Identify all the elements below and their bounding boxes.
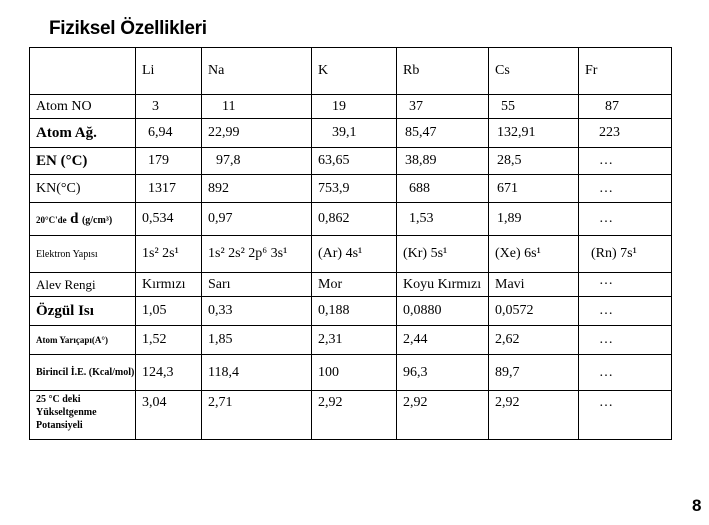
table-cell: 1,52 [136, 326, 202, 355]
table-cell: 671 [489, 175, 579, 203]
table-cell: 11 [202, 95, 312, 119]
table-cell: … [579, 391, 672, 440]
table-row-melting-point [30, 148, 672, 175]
row-label: Özgül Isı [30, 297, 136, 326]
table-cell: 100 [312, 355, 397, 391]
table-cell: 1s² 2s² 2p⁶ 3s¹ [202, 236, 312, 273]
row-label: Atom Yarıçapı(A°) [30, 326, 136, 355]
table-row-density [30, 203, 672, 236]
table-cell: 223 [579, 119, 672, 148]
table-cell: 2,44 [397, 326, 489, 355]
table-cell: 2,92 [397, 391, 489, 440]
table-cell: 753,9 [312, 175, 397, 203]
table-cell: Mor [312, 273, 397, 297]
table-cell: 63,65 [312, 148, 397, 175]
table-cell: 96,3 [397, 355, 489, 391]
table-cell: 0,97 [202, 203, 312, 236]
table-cell: … [579, 203, 672, 236]
table-cell: 38,89 [397, 148, 489, 175]
page-number: 8 [692, 496, 702, 515]
table-cell: 0,862 [312, 203, 397, 236]
row-label: 25 °C deki Yükseltgenme Potansiyeli [30, 391, 136, 440]
table-row-electron-config [30, 236, 672, 273]
table-cell: 2,62 [489, 326, 579, 355]
properties-table [29, 47, 672, 440]
row-label: KN(°C) [30, 175, 136, 203]
row-label-prefix: 20°C'de [36, 214, 67, 225]
table-cell: 3 [136, 95, 202, 119]
element-header-rb: Rb [397, 48, 489, 95]
table-cell: (Kr) 5s¹ [397, 236, 489, 273]
table-cell: 2,92 [489, 391, 579, 440]
table-cell: 118,4 [202, 355, 312, 391]
corner-cell [30, 48, 136, 95]
table-cell: 6,94 [136, 119, 202, 148]
table-cell: 87 [579, 95, 672, 119]
table-cell: … [579, 297, 672, 326]
table-cell: Sarı [202, 273, 312, 297]
table-cell: 892 [202, 175, 312, 203]
table-cell: 1,85 [202, 326, 312, 355]
table-cell: 0,534 [136, 203, 202, 236]
row-label: EN (°C) [30, 148, 136, 175]
table-row-specific-heat [30, 297, 672, 326]
table-cell: … [579, 175, 672, 203]
table-cell: 97,8 [202, 148, 312, 175]
table-cell: … [579, 148, 672, 175]
table-row-boiling-point [30, 175, 672, 203]
row-label: Birincil İ.E. (Kcal/mol) [30, 355, 136, 391]
table-cell: 19 [312, 95, 397, 119]
table-cell: 0,0572 [489, 297, 579, 326]
element-header-na: Na [202, 48, 312, 95]
table-cell: (Ar) 4s¹ [312, 236, 397, 273]
table-row-atomic-radius [30, 326, 672, 355]
table-cell: Mavi [489, 273, 579, 297]
table-row-oxidation-potential [30, 391, 672, 440]
row-label: Atom Ağ. [30, 119, 136, 148]
element-header-cs: Cs [489, 48, 579, 95]
table-cell: 39,1 [312, 119, 397, 148]
table-cell: 688 [397, 175, 489, 203]
table-row-atom-no [30, 95, 672, 119]
table-cell: (Xe) 6s¹ [489, 236, 579, 273]
row-label-unit: (g/cm³) [81, 214, 113, 226]
table-cell: 1317 [136, 175, 202, 203]
table-cell: 85,47 [397, 119, 489, 148]
table-cell: … [579, 273, 672, 297]
table-cell: 0,188 [312, 297, 397, 326]
table-row-ionization-energy [30, 355, 672, 391]
row-label: Elektron Yapısı [30, 236, 136, 273]
table-cell: 28,5 [489, 148, 579, 175]
table-cell: 1,05 [136, 297, 202, 326]
table-cell: 2,92 [312, 391, 397, 440]
table-cell: 1,89 [489, 203, 579, 236]
table-cell: 55 [489, 95, 579, 119]
table-cell: Kırmızı [136, 273, 202, 297]
element-header-k: K [312, 48, 397, 95]
table-cell: 179 [136, 148, 202, 175]
row-label: Atom NO [30, 95, 136, 119]
header-row [30, 48, 672, 95]
row-label-symbol: d [70, 210, 79, 227]
table-cell: Koyu Kırmızı [397, 273, 489, 297]
table-row-atom-weight [30, 119, 672, 148]
table-cell: 2,31 [312, 326, 397, 355]
table-cell: 0,33 [202, 297, 312, 326]
table-cell: 37 [397, 95, 489, 119]
row-label: Alev Rengi [30, 273, 136, 297]
table-row-flame-color [30, 273, 672, 297]
table-cell: (Rn) 7s¹ [579, 236, 672, 273]
element-header-fr: Fr [579, 48, 672, 95]
table-cell: 0,0880 [397, 297, 489, 326]
table-cell: 2,71 [202, 391, 312, 440]
table-cell: … [579, 355, 672, 391]
table-cell: 1s² 2s¹ [136, 236, 202, 273]
row-label [30, 203, 136, 236]
table-cell: 1,53 [397, 203, 489, 236]
table-cell: 124,3 [136, 355, 202, 391]
page-title: Fiziksel Özellikleri [49, 18, 207, 39]
table-cell: 132,91 [489, 119, 579, 148]
element-header-li: Li [136, 48, 202, 95]
table-cell: 22,99 [202, 119, 312, 148]
table-cell: … [579, 326, 672, 355]
table-cell: 89,7 [489, 355, 579, 391]
table-cell: 3,04 [136, 391, 202, 440]
